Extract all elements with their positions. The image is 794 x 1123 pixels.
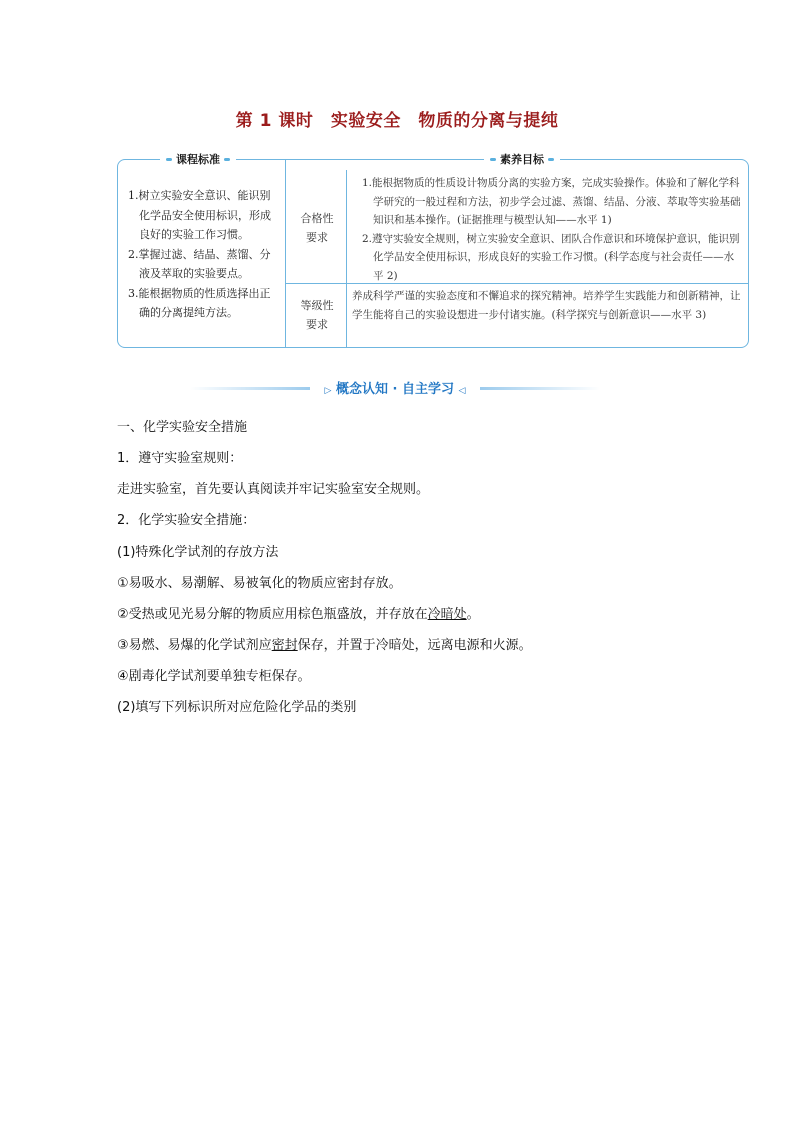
course-item: 1.树立实验安全意识、能识别化学品安全使用标识，形成良好的实验工作习惯。 [128,189,271,241]
section-title: 概念认知 · 自主学习 [336,382,454,397]
triangle-left-icon: ◁ [458,386,466,396]
column-divider [285,160,286,348]
pass-level-goals [362,174,742,285]
list-item: ②受热或见光易分解的物质应用棕色瓶盛放，并存放在冷暗处。 [117,607,480,622]
goal-item: 2.遵守实验安全规则，树立实验安全意识、团队合作意识和环境保护意识，能识别化学品安全使用标识，形成良好的实验工作习惯。(科学态度与社会责任——水平 2) [362,232,740,282]
list-item: ③易燃、易爆的化学试剂应密封保存，并置于冷暗处，远离电源和火源。 [117,638,532,653]
answer-underline: 冷暗处 [427,607,467,622]
course-item: 3.能根据物质的性质选择出正确的分离提纯方法。 [128,286,271,319]
paragraph-lab-rules: 走进实验室，首先要认真阅读并牢记实验室安全规则。 [117,482,430,497]
grade-level-label: 等级性 要求 [300,299,334,331]
pass-level-label: 合格性 要求 [300,212,334,244]
level-divider [346,170,347,348]
goal-item: 1.能根据物质的性质设计物质分离的实验方案，完成实验操作。体验和了解化学科学研究的一般过程和方法，初步学会过滤、蒸馏、结晶、分液、萃取等实验基础知识和基本操作。(证据推理与模型认知——水平 1) [362,177,741,226]
dash-icon [548,158,554,161]
paragraph-hazard-labels: (2)填写下列标识所对应危险化学品的类别 [117,700,357,715]
dash-icon [166,158,172,161]
subheading-safety: 2．化学实验安全措施： [117,513,256,528]
course-standards-list [128,186,278,323]
answer-underline: 密封 [271,638,298,653]
paragraph-storage: (1)特殊化学试剂的存放方法 [117,545,279,560]
triangle-right-icon: ▷ [324,386,332,396]
section-banner [190,378,600,398]
grade-level-goals [352,287,742,324]
goal-item: 养成科学严谨的实验态度和不懈追求的探究精神。培养学生实践能力和创新精神，让学生能将自己的实验设想进一步付诸实施。(科学探究与创新意识——水平 3) [352,290,741,321]
heading-safety-measures: 一、化学实验安全措施 [117,420,248,435]
list-item: ④剧毒化学试剂要单独专柜保存。 [117,669,311,684]
literacy-goals-header: 素养目标 [484,151,560,167]
course-item: 2.掌握过滤、结晶、蒸馏、分液及萃取的实验要点。 [128,247,271,280]
list-item: ①易吸水、易潮解、易被氧化的物质应密封存放。 [117,576,402,591]
page-title: 第 1 课时 实验安全 物质的分离与提纯 [235,111,559,131]
subheading-lab-rules: 1．遵守实验室规则： [117,451,243,466]
dash-icon [490,158,496,161]
dash-icon [224,158,230,161]
course-standards-header: 课程标准 [160,151,236,167]
